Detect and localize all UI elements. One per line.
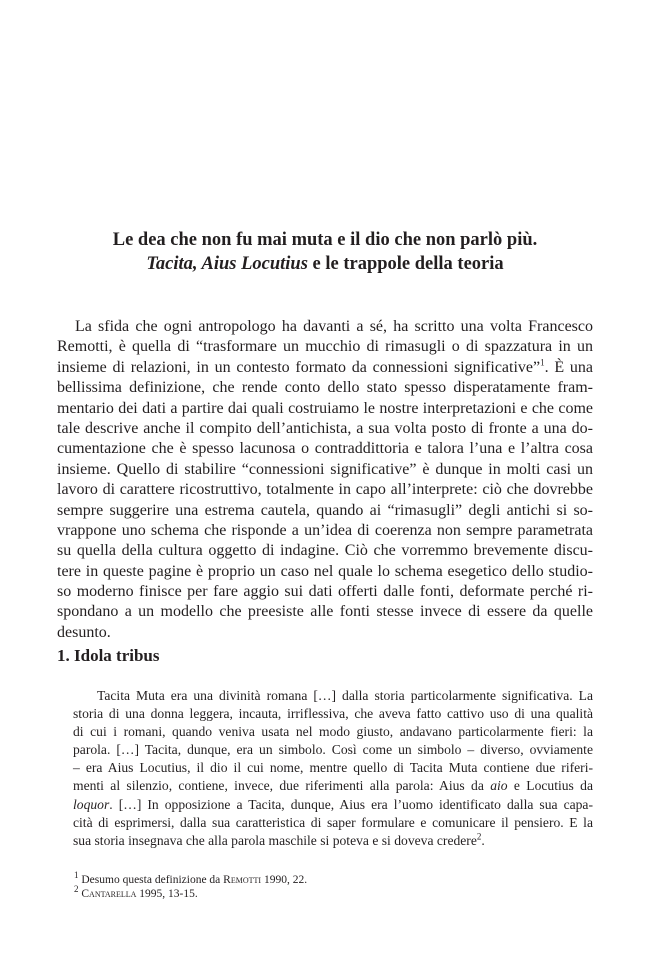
text-line: vrappone uno schema che risponde a un’idea di coerenza non sempre parametrata [57,521,593,539]
text-line: lavoro di carattere ricostruttivo, totalmente in capo all’interprete: ciò che dovrebbe [57,481,593,499]
text-line: Remotti, è quella di “trasformare un mucchio di rimasugli o di spazzatura in un [57,338,593,356]
text-line: bellissima definizione, che rende conto dello stato spesso disperatamente fram- [57,379,593,397]
text-line [57,358,593,378]
footnote-mark: 2 [476,831,482,842]
intro-paragraph [57,317,593,643]
text-line: sempre suggerire una estrema cautela, quando ai “rimasugli” degli antichi si so- [57,501,593,519]
text-line: insieme. Quello di stabilire “connessioni significative” è dunque in molti casi un [57,460,593,478]
section-heading: 1. Idola tribus [57,646,160,665]
quote-segment: menti al silenzio, contiene, invece, due riferimenti alla parola: Aius da [73,778,491,794]
footnote-mark: 1 [540,357,545,368]
quote-italic: loquor [73,796,110,812]
text-segment: . È una [544,358,594,376]
footnote-number: 2 [74,884,79,895]
text-line: mentario dei dati a partire dai quali costruiamo le nostre interpretazioni e che come [57,399,593,417]
quote-line: – era Aius Locutius, il dio il cui nome, mentre quello di Tacita Muta contiene due riferi- [73,760,593,776]
text-line: spondano a un modello che preesiste alle fonti stesse invece di essere da quelle [57,603,593,621]
footnote-text: Desumo questa definizione da [78,874,224,886]
text-line: su quella della cultura oggetto di indagine. Ciò che vorremmo brevemente discu- [57,542,593,560]
footnote-author: Remotti [223,874,262,886]
quote-line [73,796,593,814]
footnote-ref: 1995, 13-15. [136,888,198,900]
quote-line: cità di esprimersi, dalla sua caratteristica di saper formulare e comunicare il pensiero. E la [73,814,593,830]
text-line: tale descrive anche il compito dell’antichista, a sua volta posto di fronte a una do- [57,419,593,437]
chapter-title-line-1: Le dea che non fu mai muta e il dio che non parlò più. [112,230,538,250]
quote-segment: . [481,832,485,848]
quote-segment: sua storia insegnava che alla parola maschile si poteva e si doveva credere [73,832,477,848]
quote-segment: e Locutius da [507,778,593,794]
quote-italic: aio [490,778,508,794]
quote-line: parola. […] Tacita, dunque, era un simbolo. Così come un simbolo – diverso, ovviamente [73,742,593,758]
footnote-2 [74,884,198,901]
quote-line [73,777,593,795]
quote-line: di cui i romani, quando veniva usata nel modo giusto, andavano particolarmente fieri: la [73,724,593,740]
title-italic-part: Tacita, Aius Locutius [146,254,308,274]
quote-line: Tacita Muta era una divinità romana […] dalla storia particolarmente significativa. La [97,688,593,703]
footnote-author: Cantarella [81,888,137,900]
text-line: so moderno finisce per fare aggio sui dati offerti dalle fonti, deformate perché ri- [57,583,593,601]
text-line: cumentazione che è spesso lacunosa o contraddittoria e talora l’una e l’altra cosa [57,440,593,458]
text-segment: insieme di relazioni, in un contesto formato da connessioni significative” [57,358,541,376]
text-line: La sfida che ogni antropologo ha davanti a sé, ha scritto una volta Francesco [75,318,593,335]
quote-line [73,832,593,850]
block-quote [73,687,593,850]
quote-segment: . […] In opposizione a Tacita, dunque, Aius era l’uomo identificato dalla sua capa- [109,796,593,812]
text-line: tere in queste pagine è proprio un caso nel quale lo schema esegetico dello studio- [57,562,593,580]
footnote-ref: 1990, 22. [261,874,308,886]
chapter-title-line-2 [60,252,590,276]
title-rest: e le trappole della teoria [307,254,504,274]
text-line: desunto. [57,623,111,641]
footnote-1 [74,870,308,887]
quote-line: storia di una donna leggera, incauta, irriflessiva, che aveva fatto cattivo uso di una qualità [73,706,593,722]
footnote-number: 1 [74,870,79,881]
